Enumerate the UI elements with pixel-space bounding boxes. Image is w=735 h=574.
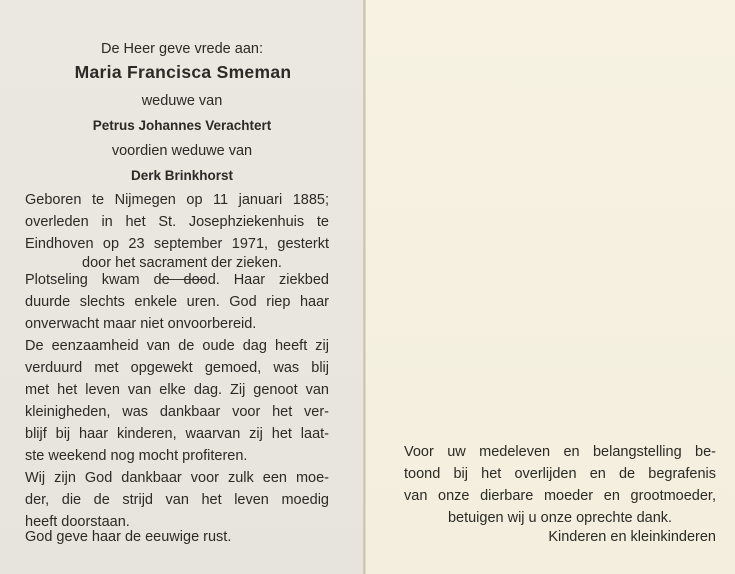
widow-of-label-1: weduwe van xyxy=(141,93,223,109)
text-line: blijf bij haar kinderen, waarvan zij het laat- xyxy=(25,426,329,442)
text-line: onverwacht maar niet onvoorbereid. xyxy=(25,316,257,332)
text-line: met het leven van elke dag. Zij genoot van xyxy=(25,382,329,398)
life-line: overleden in het St. Josephziekenhuis te xyxy=(25,214,329,230)
text-line: der, die de strijd van het leven moedig xyxy=(25,492,329,508)
text-line: De eenzaamheid van de oude dag heeft zij xyxy=(25,338,329,354)
text-line: verduurd met opgewekt gemoed, was blij xyxy=(25,360,329,376)
intro-text: De Heer geve vrede aan: xyxy=(100,41,263,57)
card-fold xyxy=(363,0,366,574)
thanks-line: betuigen wij u onze oprechte dank. xyxy=(447,510,673,526)
closing-line: God geve haar de eeuwige rust. xyxy=(25,529,232,545)
life-line: Eindhoven op 23 september 1971, gesterkt xyxy=(25,236,329,252)
text-line: heeft doorstaan. xyxy=(25,514,130,530)
thanks-line: van onze dierbare moeder en grootmoeder, xyxy=(404,488,716,504)
husband-name-2: Derk Brinkhorst xyxy=(130,168,234,183)
life-line: Geboren te Nijmegen op 11 januari 1885; xyxy=(25,192,329,208)
thanks-line: toond bij het overlijden en de begrafenis xyxy=(404,466,716,482)
deceased-name: Maria Francisca Smeman xyxy=(74,62,292,82)
text-line: Wij zijn God dankbaar voor zulk een moe- xyxy=(25,470,329,486)
thanks-line: Voor uw medeleven en belangstelling be- xyxy=(404,444,716,460)
life-line: door het sacrament der zieken. xyxy=(82,255,282,271)
widow-of-label-2: voordien weduwe van xyxy=(111,143,253,159)
husband-name-1: Petrus Johannes Verachtert xyxy=(92,118,272,133)
text-line: Plotseling kwam de dood. Haar ziekbed xyxy=(25,272,329,288)
text-line: duurde slechts enkele uren. God riep haar xyxy=(25,294,329,310)
text-line: ste weekend nog mocht profiteren. xyxy=(25,448,248,464)
text-line: kleinigheden, was dankbaar voor het ver- xyxy=(25,404,329,420)
signature: Kinderen en kleinkinderen xyxy=(548,529,716,545)
